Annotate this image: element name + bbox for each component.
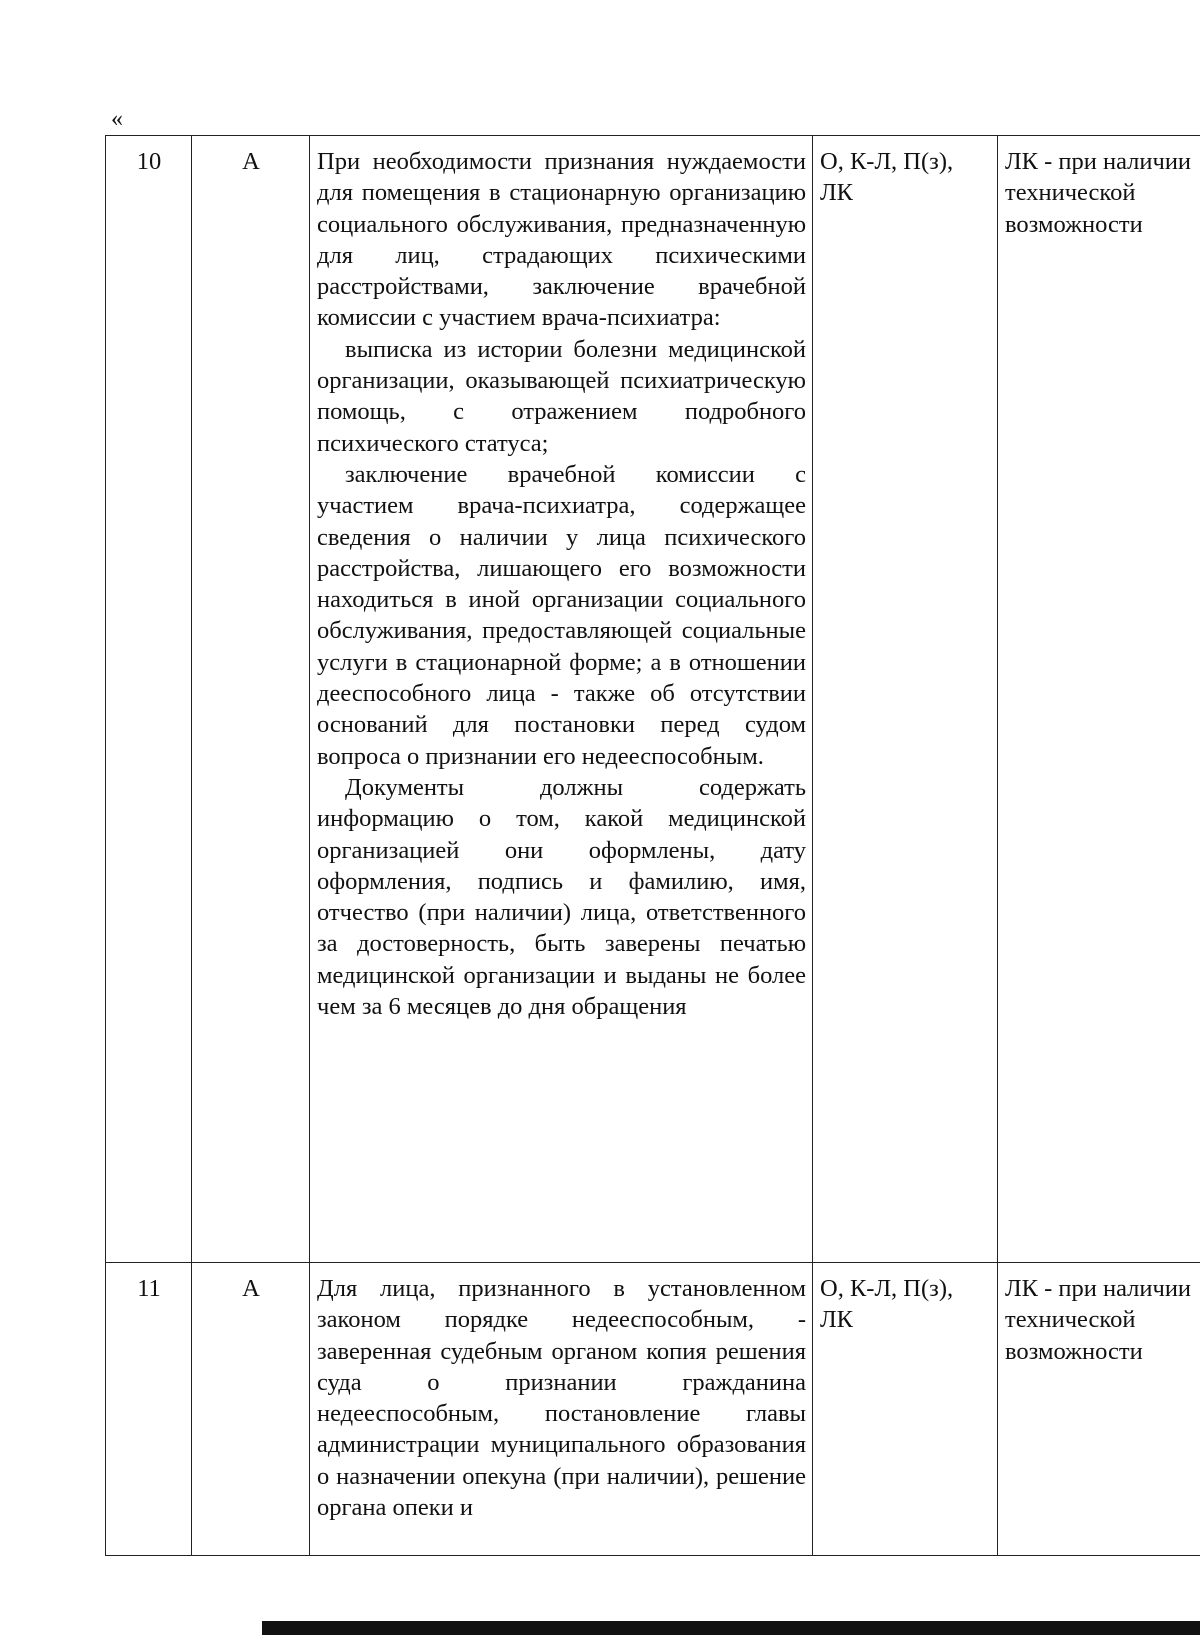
continuation-mark: « [111, 106, 123, 132]
description-paragraph: Документы должны содержать информацию о том, какой медицинской организацией они оформлены, дату оформления, подпись и фамилию, имя, отчество (при наличии) лица, ответственного за достоверность, быть заверены печатью медицинской организации и выданы не более чем за 6 месяцев до дня обращения [317, 773, 806, 1021]
description-paragraph: заключение врачебной комиссии с участием врача-психиатра, содержащее сведения о наличии у лица психического расстройства, лишающего его возможности находиться в иной организации социального обслуживания, предоставляющей социальные услуги в стационарной форме; а в отношении дееспособного лица - также об отсутствии оснований для постановки перед судом вопроса о признании его недееспособным. [317, 460, 806, 770]
row-code: А [192, 1263, 310, 1556]
row-description [310, 1263, 813, 1556]
description-paragraph: выписка из истории болезни медицинской организации, оказывающей психиатрическую помощь, с отражением подробного психического статуса; [317, 335, 806, 457]
row-note: ЛК - при наличии технической возможности [998, 1263, 1200, 1556]
description-paragraph: При необходимости признания нуждаемости для помещения в стационарную организацию социального обслуживания, предназначенную для лиц, страдающих психическими расстройствами, заключение врачебной комиссии с участием врача-психиатра: [317, 148, 806, 332]
scan-edge-bar [262, 1621, 1200, 1635]
row-note: ЛК - при наличии технической возможности [998, 136, 1200, 1263]
table-row [106, 136, 1200, 1263]
row-submission-forms: О, К-Л, П(з), ЛК [813, 1263, 998, 1556]
requirements-table [105, 135, 1200, 1556]
row-number: 11 [106, 1263, 192, 1556]
description-paragraph: Для лица, признанного в установленном законом порядке недееспособным, - заверенная судебным органом копия решения суда о признании гражданина недееспособным, постановление главы администрации муниципального образования о назначении опекуна (при наличии), решение органа опеки и [317, 1275, 806, 1522]
row-description [310, 136, 813, 1263]
row-submission-forms: О, К-Л, П(з), ЛК [813, 136, 998, 1263]
row-number: 10 [106, 136, 192, 1263]
table-row [106, 1263, 1200, 1556]
row-code: А [192, 136, 310, 1263]
